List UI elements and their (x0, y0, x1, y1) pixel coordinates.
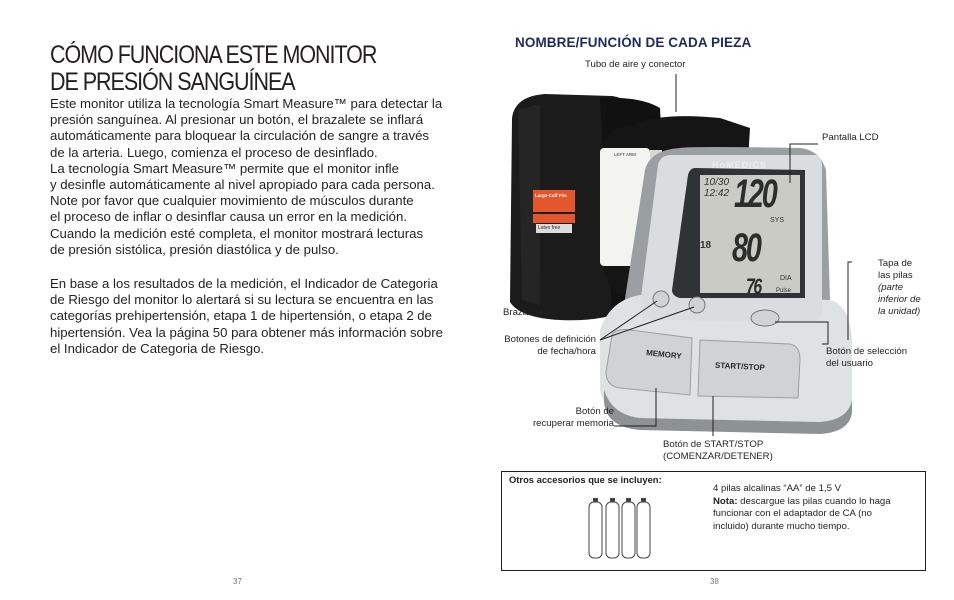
page-number-left: 37 (233, 577, 242, 586)
lcd-memory-number: 18 (700, 240, 712, 251)
brand-logo: HoMEDICS (712, 160, 767, 170)
paragraph-line: La tecnología Smart Measure™ permite que el monitor infle (50, 160, 399, 176)
lcd-sys-label: SYS (770, 217, 785, 224)
start-stop-key[interactable]: START/STOP (714, 360, 766, 373)
label-air-tube: Tubo de aire y conector (585, 59, 686, 70)
lcd-dia-label: DIA (780, 275, 792, 282)
cuff-side-text: LEFT ARM (614, 152, 636, 157)
lcd-pulse-label: Pulse (776, 288, 792, 294)
lcd-time: 12:42 (704, 188, 730, 199)
cuff-latex-text: Latex free (538, 225, 561, 231)
paragraph-line: el proceso de inflar o desinflar causa un error en la medición. (50, 209, 407, 225)
label-start-button: Botón de START/STOP (COMENZAR/DETENER) (663, 439, 773, 462)
page-number-right: 38 (710, 577, 719, 586)
cuff-tag-text: Large Cuff Fits (535, 193, 567, 198)
paragraph-line: categorías prehipertensión, etapa 1 de hipertensión, o etapa 2 de (50, 308, 432, 324)
section-heading: NOMBRE/FUNCIÓN DE CADA PIEZA (515, 35, 752, 50)
paragraph-line: automáticamente para bloquear la circulación de sangre a través (50, 128, 429, 144)
paragraph-line: presión sanguínea. Al presionar un botón, el brazalete se inflará (50, 112, 424, 128)
accessories-title: Otros accesorios que se incluyen: (509, 474, 662, 485)
label-cuffs: Brazaletes (503, 307, 549, 318)
paragraph-line: Cuando la medición esté completa, el monitor mostrará lecturas (50, 225, 424, 241)
label-battery-cover: Tapa de las pilas (parte inferior de la unidad) (878, 258, 921, 317)
paragraph-line: de presión sistólica, presión diastólica y de pulso. (50, 241, 339, 257)
paragraph-line: Este monitor utiliza la tecnología Smart Measure™ para detectar la (50, 96, 443, 111)
paragraph-line: Note por favor que cualquier movimiento de músculos durante (50, 193, 414, 209)
accessories-text: 4 pilas alcalinas “AA” de 1,5 V Nota: descargue las pilas cuando lo haga funcionar con el adaptador de CA (no incluido) durante mucho tiempo. (713, 483, 891, 532)
label-memory-button: Botón de recuperar memoria (532, 406, 614, 429)
lcd-systolic: 120 (734, 172, 776, 216)
paragraph-line: En base a los resultados de la medición, el Indicador de Categoria (50, 276, 438, 291)
label-user-button: Botón de selección del usuario (826, 346, 908, 369)
paragraph-line: el Indicador de Categoria de Riesgo. (50, 340, 265, 356)
lcd-date: 10/30 (704, 177, 730, 188)
paragraph-line: de la arteria. Luego, comienza el proceso de desinflado. (50, 144, 378, 160)
memory-key[interactable]: MEMORY (645, 348, 683, 361)
paragraph-line: de Riesgo del monitor lo alertará si su lectura se encuentra en las (50, 292, 434, 308)
paragraph-line: hipertensión. Vea la página 50 para obtener más información sobre (50, 324, 443, 340)
lcd-pulse: 76 (746, 274, 761, 299)
title-line-2: DE PRESIÓN SANGUÍNEA (50, 68, 295, 96)
label-date-buttons: Botones de definición de fecha/hora (504, 334, 596, 357)
lcd-diastolic: 80 (732, 226, 760, 270)
label-lcd: Pantalla LCD (822, 132, 879, 143)
title-line-1: CÓMO FUNCIONA ESTE MONITOR (50, 41, 377, 69)
paragraph-line: y desinfle automáticamente al nivel apropiado para cada persona. (50, 177, 435, 193)
